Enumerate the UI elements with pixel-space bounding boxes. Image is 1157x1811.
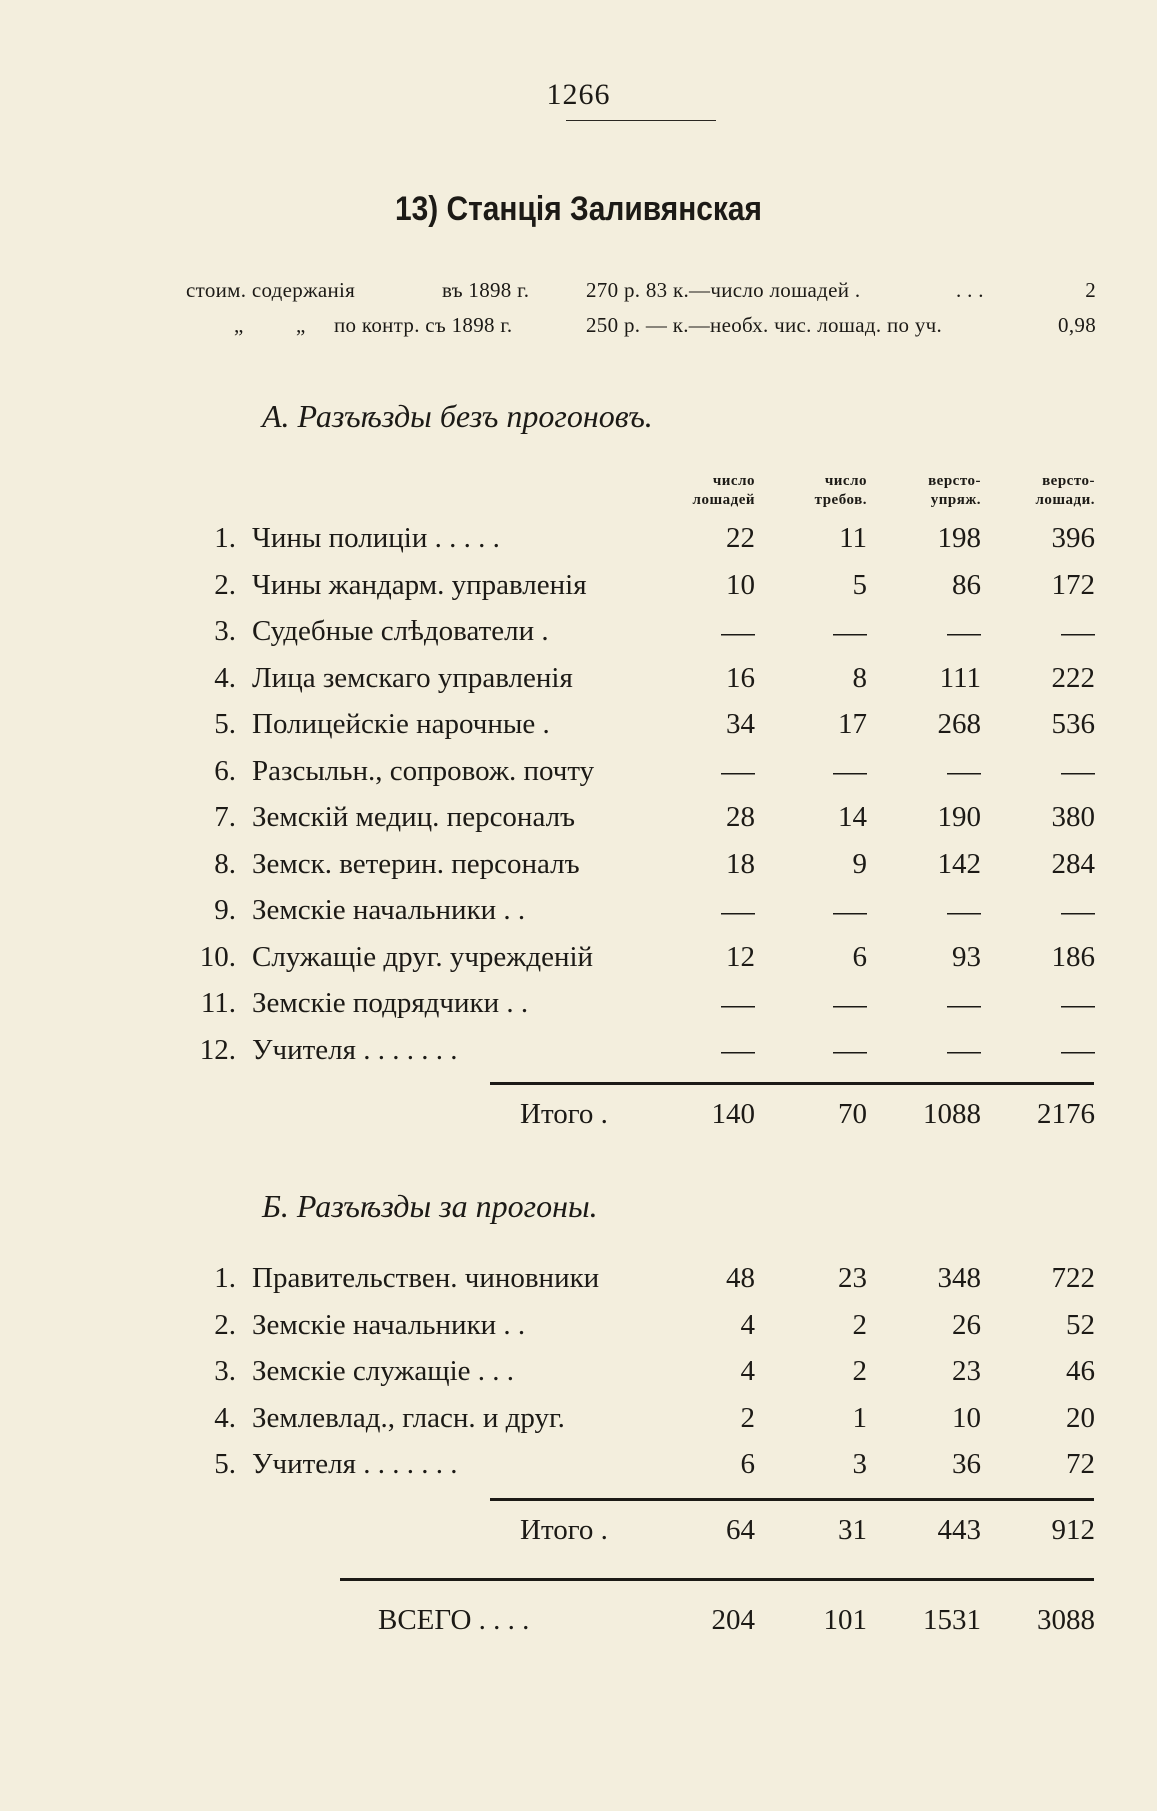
row-value: 86 [952,568,981,601]
row-value: 26 [952,1308,981,1341]
row-value [715,1034,755,1067]
row-label: Земск. ветерин. персоналъ [252,847,580,880]
table-row [0,894,1157,938]
row-number: 2. [214,1308,236,1341]
row-value: 46 [1066,1355,1095,1387]
row-value: 17 [838,708,867,740]
grand-total-verst-teams: 1531 [923,1604,981,1636]
row-label: Земскіе служащіе . . . [252,1355,515,1387]
row-label: Земскіе начальники . . [252,1308,526,1341]
row-value: 52 [1066,1308,1095,1341]
table-row [0,522,1157,566]
total-a-requests: 70 [838,1098,867,1130]
row-value: 186 [1051,940,1095,973]
row-number: 11. [200,987,236,1019]
row-value: 2 [740,1401,755,1434]
row-label: Судебные слѣдователи . [252,615,549,647]
row-value: 11 [839,522,867,554]
row-label: Учителя . . . . . . . [252,1033,458,1066]
col-head-requests-text: число требов. [814,473,867,508]
row-value [941,755,981,788]
row-number: 5. [214,1448,236,1480]
row-value: 3 [852,1448,867,1480]
row-value [827,755,867,788]
row-value: 190 [937,801,981,833]
row-number: 5. [214,708,236,740]
row-value: 172 [1051,568,1095,601]
table-row [0,1309,1157,1353]
info-cost-horses: 270 р. 83 к.—число лошадей . [586,278,861,302]
row-number: 10. [199,940,236,973]
info-dots: . . . [956,278,984,302]
row-number: 3. [214,1355,236,1387]
section-a-total-label: Итого . [520,1098,608,1130]
row-value [827,987,867,1020]
info-contract-cost: 250 р. — к.—необх. чис. лошад. по уч. [586,313,943,337]
col-head-horses-text: число лошадей [692,473,755,508]
info-contract: по контр. съ 1898 г. [334,313,513,337]
grand-total-label: ВСЕГО . . . . [378,1604,530,1636]
row-value: 348 [937,1262,981,1294]
row-value: 23 [952,1355,981,1387]
row-number: 4. [214,661,236,694]
row-value [715,615,755,648]
row-value: 18 [726,847,755,880]
row-value [715,987,755,1020]
row-value [715,755,755,788]
row-value [941,615,981,648]
row-value: 1 [852,1401,867,1434]
row-value [827,894,867,927]
page-number: 1266 [546,78,611,111]
row-value: 111 [939,661,981,694]
row-number: 3. [214,615,236,647]
row-number: 12. [199,1033,236,1066]
table-row [0,987,1157,1031]
row-label: Служащіе друг. учрежденій [252,940,594,973]
total-b-requests: 31 [838,1514,867,1546]
row-number: 2. [214,568,236,601]
row-value [827,615,867,648]
row-value: 2 [852,1308,867,1341]
row-value [715,894,755,927]
row-value: 4 [740,1355,755,1387]
section-b-title: Б. Разъѣзды за прогоны. [262,1188,598,1224]
info-ditto-2: „ [296,313,306,337]
table-row [0,615,1157,659]
row-label: Чины полиціи . . . . . [252,522,500,554]
row-value: 28 [726,801,755,833]
row-value: 72 [1066,1448,1095,1480]
table-row [0,801,1157,845]
row-number: 9. [214,894,236,926]
row-value: 4 [740,1308,755,1341]
total-b-horses: 64 [726,1514,755,1546]
col-head-requests [815,472,867,510]
table-row [0,662,1157,706]
grand-total-verst-horses: 3088 [1037,1604,1095,1636]
row-value: 6 [852,940,867,973]
grand-total-horses: 204 [711,1604,755,1636]
table-row [0,1034,1157,1078]
info-year: въ 1898 г. [442,278,530,302]
row-value: 34 [726,708,755,740]
row-value [941,987,981,1020]
station-title: 13) Станція Заливянская [394,190,763,228]
row-value [1055,1034,1095,1067]
section-a-total-rule [490,1082,1094,1085]
row-number: 1. [214,522,236,554]
row-value: 380 [1051,801,1095,833]
row-value: 396 [1051,522,1095,554]
row-value: 284 [1051,847,1095,880]
row-label: Правительствен. чиновники [252,1262,600,1294]
row-value: 198 [937,522,981,554]
table-row [0,1355,1157,1399]
section-b-total-rule [490,1498,1094,1501]
row-value: 10 [952,1401,981,1434]
info-ditto-1: „ [234,313,244,337]
row-value: 6 [740,1448,755,1480]
row-number: 7. [214,801,236,833]
row-value [1055,894,1095,927]
row-value: 2 [852,1355,867,1387]
total-b-verst-teams: 443 [937,1514,981,1546]
row-label: Лица земскаго управленія [252,661,573,694]
row-label: Разсыльн., сопровож. почту [252,754,595,787]
row-number: 8. [214,847,236,880]
row-label: Учителя . . . . . . . [252,1448,458,1480]
total-b-verst-horses: 912 [1051,1514,1095,1546]
row-value: 8 [852,661,867,694]
total-a-verst-teams: 1088 [923,1098,981,1130]
row-value: 268 [937,708,981,740]
table-row [0,755,1157,799]
table-row [0,1262,1157,1306]
grand-total-rule [340,1578,1094,1581]
info-needed-horses: 0,98 [1058,313,1096,337]
row-value: 36 [952,1448,981,1480]
page-number-rule [566,120,716,121]
row-label: Чины жандарм. управленія [252,568,587,601]
row-value: 16 [726,661,755,694]
row-value: 48 [726,1262,755,1294]
row-label: Земскій медиц. персоналъ [252,801,576,833]
row-label: Земскіе подрядчики . . [252,987,529,1019]
row-value: 10 [726,568,755,601]
row-value: 14 [838,801,867,833]
row-number: 6. [214,754,236,787]
row-label: Землевлад., гласн. и друг. [252,1401,565,1434]
row-value [1055,755,1095,788]
table-row [0,1402,1157,1446]
row-label: Полицейскіе нарочные . [252,708,550,740]
row-value: 93 [952,940,981,973]
row-number: 4. [214,1401,236,1434]
section-b-total-label: Итого . [520,1514,608,1546]
total-a-verst-horses: 2176 [1037,1098,1095,1130]
row-value: 23 [838,1262,867,1294]
row-value: 536 [1051,708,1095,740]
col-head-verst-horses-text: версто- лошади. [1035,473,1095,508]
row-value: 222 [1051,661,1095,694]
info-horses-count: 2 [1085,278,1096,302]
table-row [0,569,1157,613]
row-value [1055,615,1095,648]
grand-total-requests: 101 [823,1604,867,1636]
col-head-verst-teams-text: версто- упряж. [928,473,981,508]
row-value: 142 [937,847,981,880]
col-head-horses [693,472,755,510]
row-label: Земскіе начальники . . [252,894,526,926]
row-value [941,1034,981,1067]
row-value [827,1034,867,1067]
row-value: 9 [852,847,867,880]
info-cost-label: стоим. содержанія [186,278,356,302]
row-value: 722 [1051,1262,1095,1294]
col-head-verst-horses [1035,472,1095,510]
row-value: 12 [726,940,755,973]
row-number: 1. [214,1262,236,1294]
table-row [0,1448,1157,1492]
table-row [0,848,1157,892]
table-row [0,708,1157,752]
row-value: 22 [726,522,755,554]
row-value [1055,987,1095,1020]
row-value: 20 [1066,1401,1095,1434]
total-a-horses: 140 [711,1098,755,1130]
section-a-title: А. Разъѣзды безъ прогоновъ. [262,398,653,434]
row-value [941,894,981,927]
col-head-verst-teams [928,472,981,510]
table-row [0,941,1157,985]
row-value: 5 [852,568,867,601]
